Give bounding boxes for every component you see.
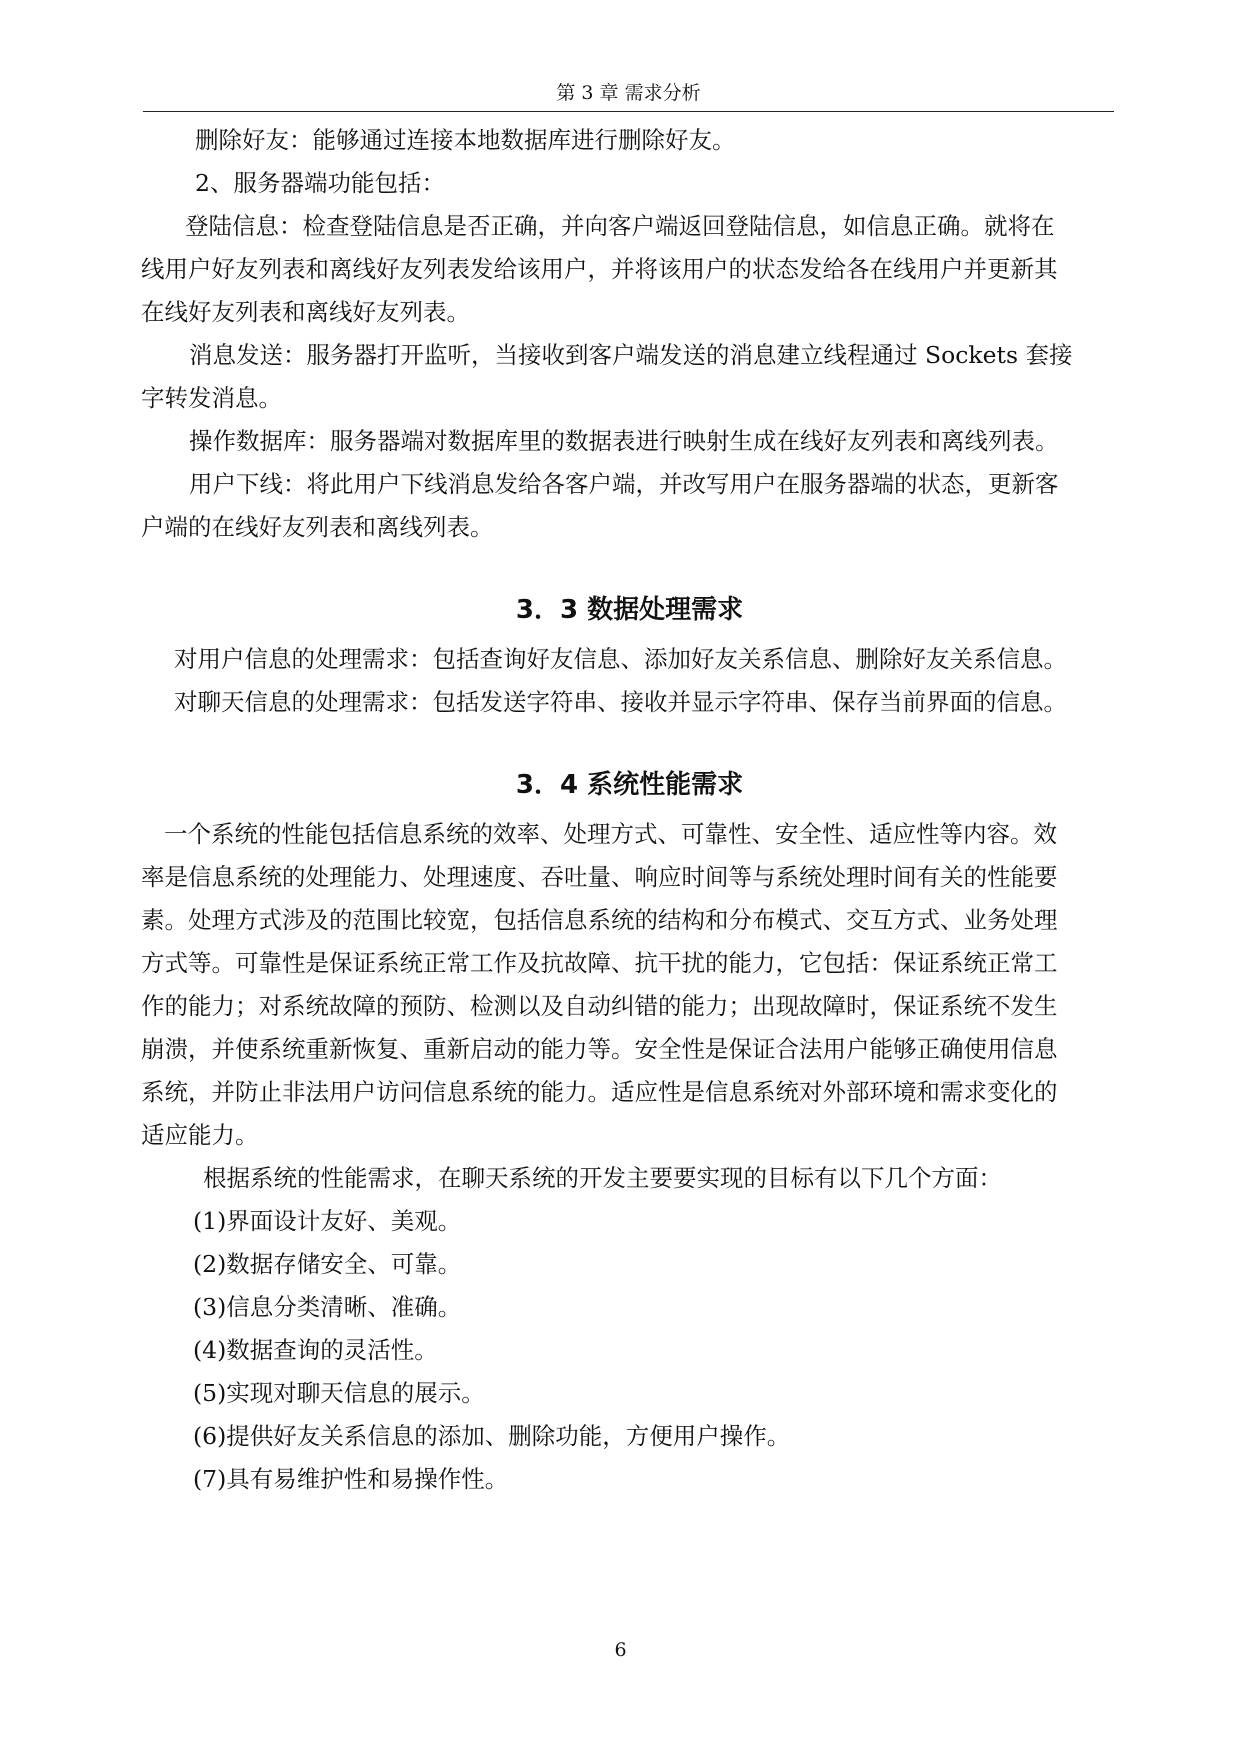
header-rule xyxy=(143,111,1114,112)
text-line: 户端的在线好友列表和离线列表。 xyxy=(141,513,494,541)
paragraph-message-send xyxy=(141,334,1118,420)
list-item xyxy=(141,1372,1118,1415)
paragraph-chat-info-processing xyxy=(141,681,1118,724)
list-item xyxy=(141,1329,1118,1372)
text-line: 适应能力。 xyxy=(141,1121,259,1149)
page-number: 6 xyxy=(614,1639,627,1661)
text-line: 用户下线：将此用户下线消息发给各客户端，并改写用户在服务器端的状态，更新客 xyxy=(189,470,1059,498)
text-line: 操作数据库：服务器端对数据库里的数据表进行映射生成在线好友列表和离线列表。 xyxy=(189,427,1059,455)
page-body xyxy=(141,119,1118,1501)
section-heading-3-3: 3．3 数据处理需求 xyxy=(515,595,744,625)
section-heading-3-4: 3．4 系统性能需求 xyxy=(515,770,744,800)
paragraph-performance-intro xyxy=(141,813,1118,1157)
text-line: 对用户信息的处理需求：包括查询好友信息、添加好友关系信息、删除好友关系信息。 xyxy=(174,645,1067,673)
text-line: 登陆信息：检查登陆信息是否正确，并向客户端返回登陆信息，如信息正确。就将在 xyxy=(185,212,1055,240)
goals-list xyxy=(141,1200,1118,1501)
text-line: 根据系统的性能需求，在聊天系统的开发主要要实现的目标有以下几个方面： xyxy=(203,1164,1002,1192)
text-line: 对聊天信息的处理需求：包括发送字符串、接收并显示字符串、保存当前界面的信息。 xyxy=(174,688,1067,716)
text-line: 系统，并防止非法用户访问信息系统的能力。适应性是信息系统对外部环境和需求变化的 xyxy=(141,1078,1058,1106)
text-line: 素。处理方式涉及的范围比较宽，包括信息系统的结构和分布模式、交互方式、业务处理 xyxy=(141,906,1058,934)
paragraph-user-offline xyxy=(141,463,1118,549)
paragraph-database-ops xyxy=(141,420,1118,463)
text-line: 线用户好友列表和离线好友列表发给该用户，并将该用户的状态发给各在线用户并更新其 xyxy=(141,255,1058,283)
list-item-text: (5)实现对聊天信息的展示。 xyxy=(193,1379,485,1407)
text-line: 崩溃，并使系统重新恢复、重新启动的能力等。安全性是保证合法用户能够正确使用信息 xyxy=(141,1035,1058,1063)
list-item-text: (1)界面设计友好、美观。 xyxy=(193,1207,462,1235)
paragraph-server-functions xyxy=(163,162,1118,205)
list-item xyxy=(141,1458,1118,1501)
text-line: 在线好友列表和离线好友列表。 xyxy=(141,298,470,326)
list-item-text: (6)提供好友关系信息的添加、删除功能，方便用户操作。 xyxy=(193,1422,791,1450)
running-header: 第 3 章 需求分析 xyxy=(556,82,701,104)
list-item-text: (4)数据查询的灵活性。 xyxy=(193,1336,438,1364)
text-line: 2、服务器端功能包括： xyxy=(195,169,445,197)
text-line: 删除好友：能够通过连接本地数据库进行删除好友。 xyxy=(195,126,736,154)
list-item xyxy=(141,1200,1118,1243)
text-line: 作的能力；对系统故障的预防、检测以及自动纠错的能力；出现故障时，保证系统不发生 xyxy=(141,992,1058,1020)
text-line: 消息发送：服务器打开监听，当接收到客户端发送的消息建立线程通过 Sockets 套接 xyxy=(189,341,1073,369)
text-line: 率是信息系统的处理能力、处理速度、吞吐量、响应时间等与系统处理时间有关的性能要 xyxy=(141,863,1058,891)
list-item xyxy=(141,1415,1118,1458)
list-item-text: (3)信息分类清晰、准确。 xyxy=(193,1293,462,1321)
text-line: 一个系统的性能包括信息系统的效率、处理方式、可靠性、安全性、适应性等内容。效 xyxy=(164,820,1057,848)
paragraph-user-info-processing xyxy=(141,638,1118,681)
paragraph-login-info xyxy=(141,205,1118,334)
paragraph-goals-intro xyxy=(141,1157,1118,1200)
text-line: 字转发消息。 xyxy=(141,384,282,412)
list-item xyxy=(141,1243,1118,1286)
list-item-text: (2)数据存储安全、可靠。 xyxy=(193,1250,462,1278)
list-item-text: (7)具有易维护性和易操作性。 xyxy=(193,1465,509,1493)
paragraph-delete-friend xyxy=(163,119,1118,162)
list-item xyxy=(141,1286,1118,1329)
text-line: 方式等。可靠性是保证系统正常工作及抗故障、抗干扰的能力，它包括：保证系统正常工 xyxy=(141,949,1058,977)
